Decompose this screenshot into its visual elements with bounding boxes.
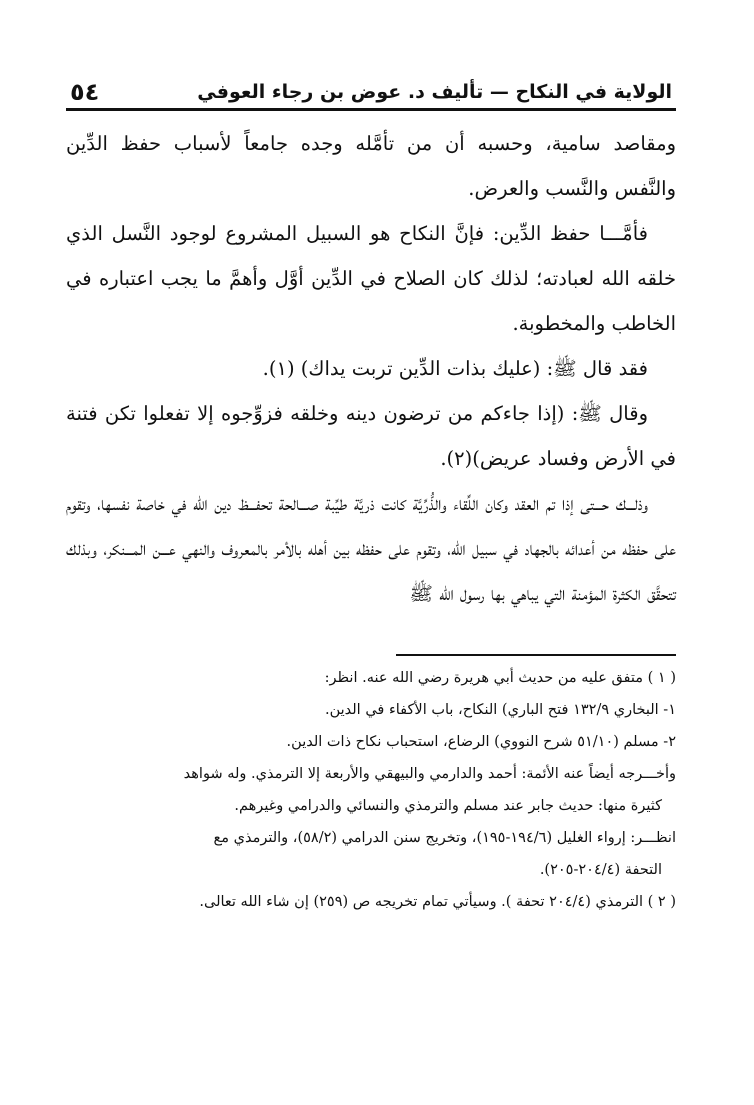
paragraph: فأمَّـــا حفظ الدِّين: فإنَّ النكاح هو السبيل المشروع لوجود النَّسل الذي خلقه الله لعبادته؛ لذلك كان الصلاح في الدِّين أوَّل وأهمَّ ما يجب اعتباره في الخاطب والمخطوبة. bbox=[66, 222, 676, 335]
footnote-separator bbox=[396, 654, 676, 656]
running-header-title: الولاية في النكاح — تأليف د. عوض بن رجاء العوفي bbox=[197, 81, 672, 103]
footnote-line: ( ٢ ) الترمذي (٢٠٤/٤ تحفة ). وسيأتي تمام تخريجه ص (٢٥٩) إن شاء الله تعالى. bbox=[199, 894, 676, 910]
footnote-line: ( ١ ) متفق عليه من حديث أبي هريرة رضي الله عنه. انظر: bbox=[324, 670, 676, 686]
footnote-line: كثيرة منها: حديث جابر عند مسلم والترمذي والنسائي والدرامي وغيرهم. bbox=[234, 798, 662, 814]
footnote-line: التحفة (٢٠٤/٤-٢٠٥). bbox=[539, 862, 662, 878]
paragraph: وذلـــك حـــتى إذا تم العقد وكان اللِّقاء والذُّرِّيَّة كانت ذريَّة طيِّبة صـــالحة تحفـــظ دين الله في خاصة نفسها، وتقوم على حفظه من أعدائه بالجهاد في سبيل الله، وتقوم على حفظه بين أهله بالأمر بالمعروف والنهي عـــن المـــنكر، وبذلك تتحقَّق الكثرة المؤمنة التي يباهي بها رسول الله ﷺ bbox=[66, 492, 676, 605]
footnote-line: وأخـــرجه أيضاً عنه الأئمة: أحمد والدارمي والبيهقي والأربعة إلا الترمذي. وله شواهد bbox=[183, 766, 676, 782]
footnote-line: انظـــر: إرواء الغليل (١٩٤/٦-١٩٥)، وتخريج سنن الدرامي (٥٨/٢)، والترمذي مع bbox=[213, 830, 676, 846]
page-number: ٥٤ bbox=[70, 78, 100, 106]
running-header bbox=[66, 68, 676, 111]
paragraph: فقد قال ﷺ: (عليك بذات الدِّين تربت يداك) (١). bbox=[262, 357, 648, 380]
footnote-line: ٢- مسلم (٥١/١٠ شرح النووي) الرضاع، استحباب نكاح ذات الدين. bbox=[286, 734, 676, 750]
footnote-line: ١- البخاري ١٣٢/٩ فتح الباري) النكاح، باب الأكفاء في الدين. bbox=[324, 702, 676, 718]
paragraph: وقال ﷺ: (إذا جاءكم من ترضون دينه وخلقه فزوِّجوه إلا تفعلوا تكن فتنة في الأرض وفساد عريض)(٢). bbox=[66, 402, 676, 470]
book-page bbox=[66, 68, 676, 918]
main-text bbox=[66, 121, 676, 616]
paragraph: ومقاصد سامية، وحسبه أن من تأمَّله وجده جامعاً لأسباب حفظ الدِّين والنَّفس والنَّسب والعرض. bbox=[66, 132, 676, 200]
footnotes bbox=[66, 662, 676, 918]
